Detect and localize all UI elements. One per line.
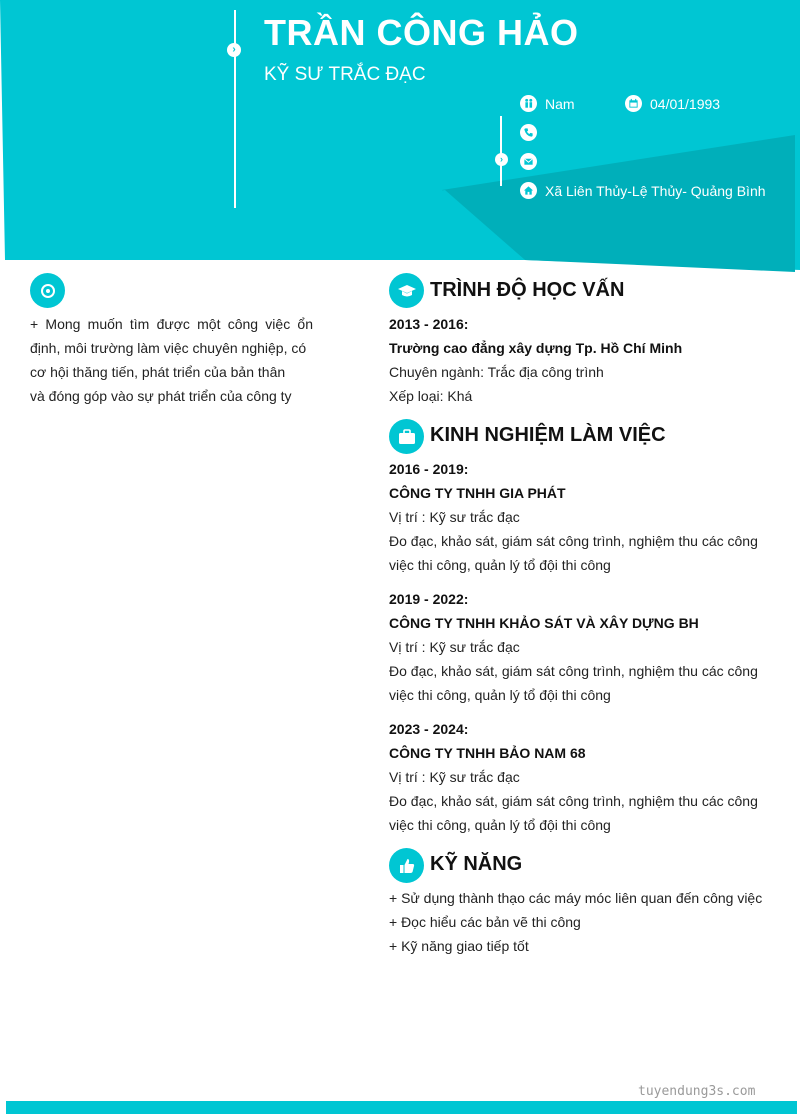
contact-divider-line (500, 116, 502, 186)
job-company: CÔNG TY TNHH BẢO NAM 68 (389, 745, 586, 761)
job-description: việc thi công, quản lý tổ đội thi công (389, 817, 611, 833)
skill-item: + Kỹ năng giao tiếp tốt (389, 938, 529, 954)
job-company: CÔNG TY TNHH GIA PHÁT (389, 485, 566, 501)
skill-item: + Đọc hiểu các bản vẽ thi công (389, 914, 581, 930)
objective-line: + Mong muốn tìm được một công việc ổn định, môi trường làm việc chuyên nghiệp, có (30, 316, 313, 356)
job-description: việc thi công, quản lý tổ đội thi công (389, 687, 611, 703)
job-description: việc thi công, quản lý tổ đội thi công (389, 557, 611, 573)
contact-birthdate (625, 95, 720, 112)
contact-phone (520, 124, 545, 141)
chevron-right-icon: › (495, 153, 508, 166)
contact-birthdate-value: 04/01/1993 (650, 95, 721, 112)
contact-address-value: Xã Liên Thủy-Lệ Thủy- Quảng Bình (545, 182, 766, 199)
job-period: 2016 - 2019: (389, 461, 469, 477)
phone-icon (520, 124, 537, 141)
education-title: TRÌNH ĐỘ HỌC VẤN (430, 279, 625, 301)
header-divider-line (234, 10, 236, 208)
experience-title: KINH NGHIỆM LÀM VIỆC (430, 424, 666, 446)
job-period: 2019 - 2022: (389, 591, 469, 607)
job-position: Vị trí : Kỹ sư trắc đạc (389, 509, 520, 525)
education-period: 2013 - 2016: (389, 316, 469, 332)
home-icon (520, 182, 537, 199)
contact-address (520, 182, 766, 199)
job-description: Đo đạc, khảo sát, giám sát công trình, nghiệm thu các công (389, 793, 758, 809)
job-company: CÔNG TY TNHH KHẢO SÁT VÀ XÂY DỰNG BH (389, 615, 699, 631)
skill-item: + Sử dụng thành thạo các máy móc liên quan đến công việc (389, 890, 763, 906)
watermark: tuyendung3s.com (638, 1084, 756, 1099)
career-objective (30, 312, 313, 408)
contact-gender (520, 95, 575, 112)
gender-icon (520, 95, 537, 112)
job-period: 2023 - 2024: (389, 721, 469, 737)
job-position: Vị trí : Kỹ sư trắc đạc (389, 769, 520, 785)
job-description: Đo đạc, khảo sát, giám sát công trình, nghiệm thu các công (389, 533, 758, 549)
profile-name: TRẦN CÔNG HẢO (264, 12, 579, 53)
education-major: Chuyên ngành: Trắc địa công trình (389, 364, 604, 380)
thumbs-up-icon (389, 848, 424, 883)
objective-line: cơ hội thăng tiến, phát triển của bản thân (30, 364, 286, 380)
chevron-right-icon: › (227, 43, 241, 57)
education-rank: Xếp loại: Khá (389, 388, 473, 404)
profile-job-title: KỸ SƯ TRẮC ĐẠC (264, 64, 426, 85)
job-position: Vị trí : Kỹ sư trắc đạc (389, 639, 520, 655)
job-description: Đo đạc, khảo sát, giám sát công trình, nghiệm thu các công (389, 663, 758, 679)
profile-photo (36, 20, 214, 200)
target-icon (30, 273, 65, 308)
graduation-cap-icon (389, 273, 424, 308)
education-school: Trường cao đẳng xây dựng Tp. Hồ Chí Minh (389, 340, 683, 356)
email-icon (520, 153, 537, 170)
objective-line: và đóng góp vào sự phát triển của công ty (30, 388, 292, 404)
calendar-icon (625, 95, 642, 112)
footer-bar (6, 1101, 797, 1114)
skills-title: KỸ NĂNG (430, 853, 523, 875)
contact-gender-value: Nam (545, 95, 575, 112)
contact-email (520, 153, 545, 170)
briefcase-icon (389, 419, 424, 454)
